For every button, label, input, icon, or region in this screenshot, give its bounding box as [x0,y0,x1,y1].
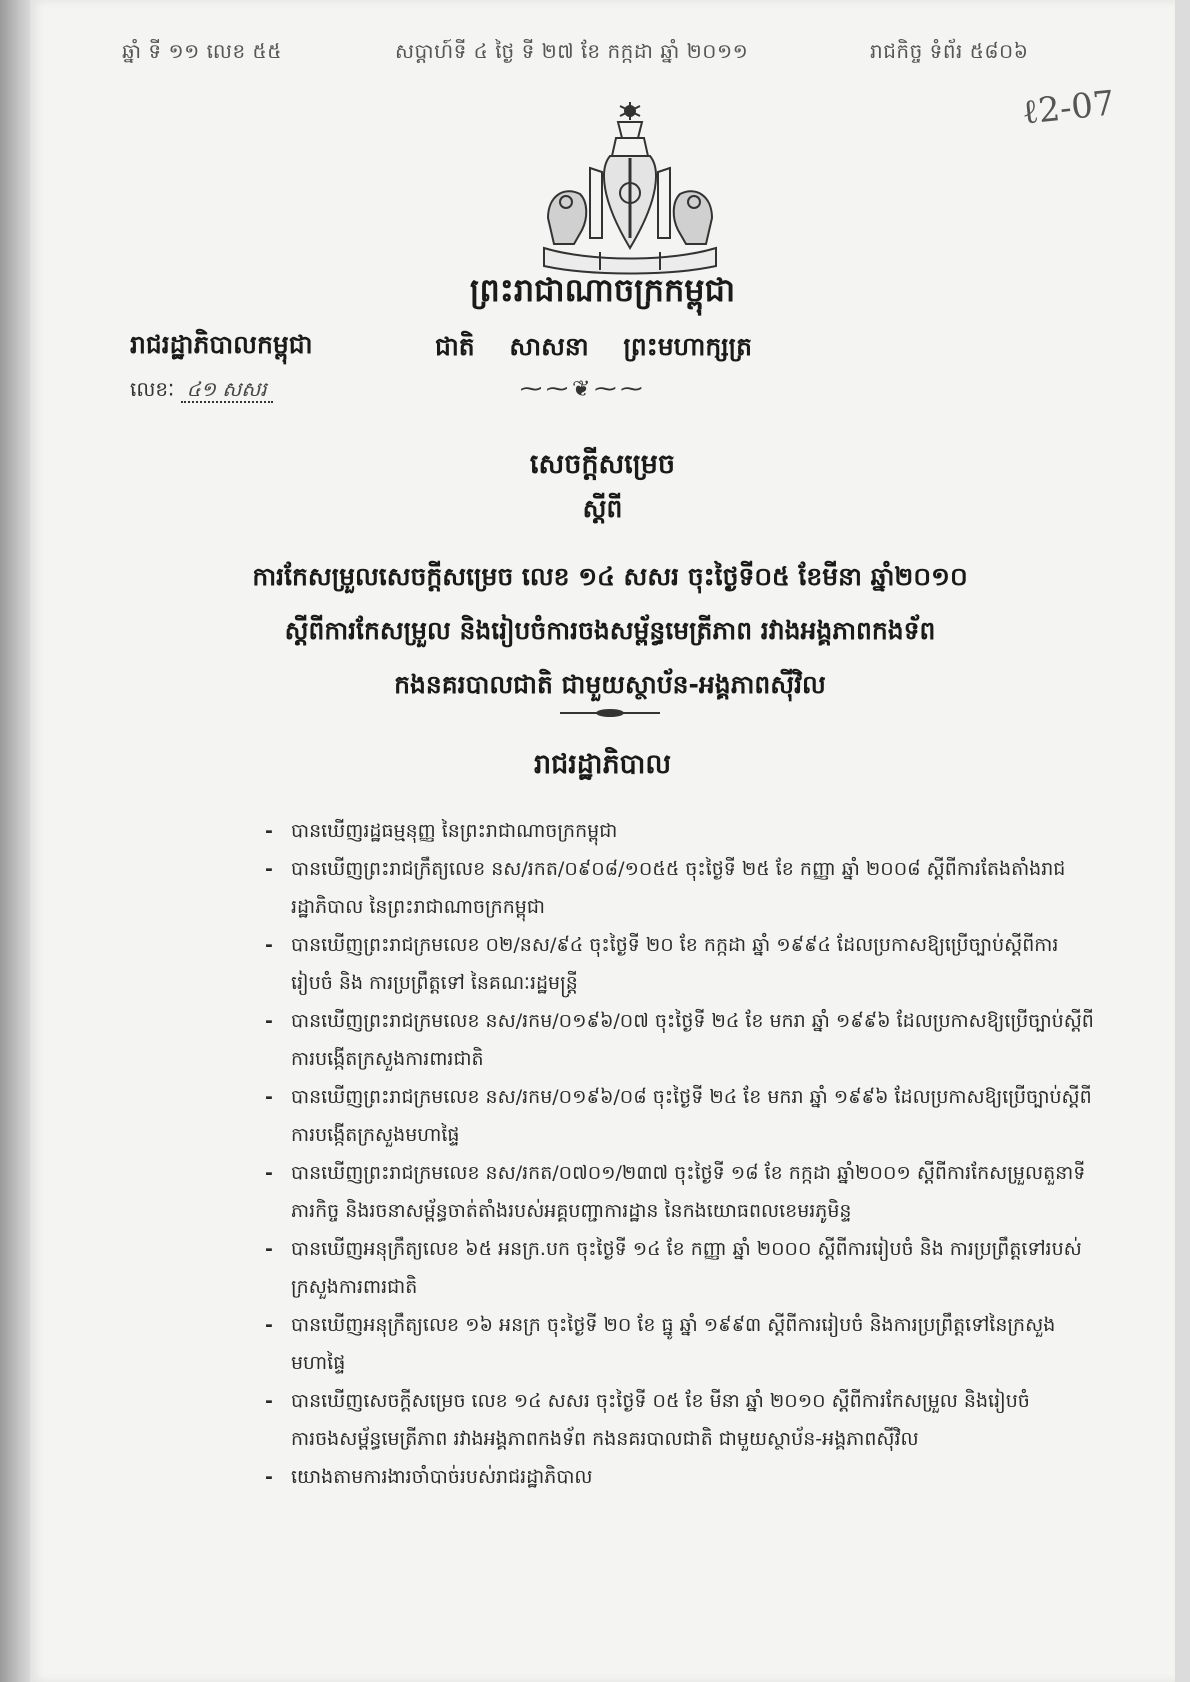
ornament-divider: ⁓⁓❦⁓⁓ [520,377,647,402]
national-motto: ជាតិ សាសនា ព្រះមហាក្សត្រ [435,332,752,361]
issuing-authority: រាជរដ្ឋាភិបាល [533,749,672,780]
subject-line: កងនគរបាលជាតិ ជាមួយស្ថាប័ន-អង្គភាពស៊ីវិល [394,670,826,699]
subject-line: ការកែសម្រួលសេចក្តីសម្រេច លេខ ១៤ សសរ ចុះថ្ងៃទី០៥ ខែមីនា ឆ្នាំ២០១០ [252,562,968,591]
document-page [30,0,1175,1682]
document-type-title: សេចក្តីសម្រេច [529,449,676,480]
handwritten-annotation: ℓ2-07 [1020,83,1117,133]
kingdom-title: ព្រះរាជាណាចក្រកម្ពុជា [469,271,736,309]
preamble-clause: - បានឃើញព្រះរាជក្រមលេខ នស/រកម/០១៩៦/០៧ ចុះថ្ងៃទី ២៤ ខែ មករា ឆ្នាំ ១៩៩៦ ដែលប្រកាសឱ្យប្រើច្បាប់ស្តីពីការបង្កើតក្រសួងការពារជាតិ [265,1002,1095,1078]
document-number [130,376,273,406]
gazette-week-date: សប្តាហ៍ទី ៤ ថ្ងៃ ទី ២៧ ខែ កក្កដា ឆ្នាំ ២០១១ [395,39,749,63]
preamble-clause: - បានឃើញព្រះរាជក្រមលេខ នស/រកម/០១៩៦/០៨ ចុះថ្ងៃទី ២៤ ខែ មករា ឆ្នាំ ១៩៩៦ ដែលប្រកាសឱ្យប្រើច្បាប់ស្តីពីការបង្កើតក្រសួងមហាផ្ទៃ [265,1078,1095,1154]
preamble-clause: - បានឃើញសេចក្តីសម្រេច លេខ ១៤ សសរ ចុះថ្ងៃទី ០៥ ខែ មីនា ឆ្នាំ ២០១០ ស្តីពីការកែសម្រួល និងរៀបចំការចងសម្ព័ន្ធមេត្រីភាព រវាងអង្គភាពកងទ័ព កងនគរបាលជាតិ ជាមួយស្ថាប័ន-អង្គភាពស៊ីវិល [265,1382,1095,1458]
preamble-clause: - បានឃើញព្រះរាជក្រមលេខ ០២/នស/៩៤ ចុះថ្ងៃទី ២០ ខែ កក្កដា ឆ្នាំ ១៩៩៤ ដែលប្រកាសឱ្យប្រើច្បាប់ស្តីពីការរៀបចំ និង ការប្រព្រឹត្តទៅ នៃគណៈរដ្ឋមន្ត្រី [265,926,1095,1002]
preamble-clause: - បានឃើញព្រះរាជក្រមលេខ នស/រកត/០៧០១/២៣៧ ចុះថ្ងៃទី ១៨ ខែ កក្កដា ឆ្នាំ២០០១ ស្តីពីការកែសម្រួលតួនាទីភារកិច្ច និងរចនាសម្ព័ន្ធចាត់តាំងរបស់អគ្គបញ្ជាការដ្ឋាន នៃកងយោធពលខេមរភូមិន្ទ [265,1154,1095,1230]
issuer-name: រាជរដ្ឋាភិបាលកម្ពុជា [130,330,313,359]
preamble-clause: - បានឃើញអនុក្រឹត្យលេខ ១៦ អនក្រ ចុះថ្ងៃទី ២០ ខែ ធ្នូ ឆ្នាំ ១៩៩៣ ស្តីពីការរៀបចំ និងការប្រព្រឹត្តទៅនៃក្រសួងមហាផ្ទៃ [265,1306,1095,1382]
preamble-clauses [265,812,1095,1496]
preamble-clause: - បានឃើញរដ្ឋធម្មនុញ្ញ នៃព្រះរាជាណាចក្រកម្ពុជា [265,812,1095,850]
preamble-clause: - យោងតាមការងារចាំបាច់របស់រាជរដ្ឋាភិបាល [265,1458,1095,1496]
preamble-clause: - បានឃើញអនុក្រឹត្យលេខ ៦៥ អនក្រ.បក ចុះថ្ងៃទី ១៤ ខែ កញ្ញា ឆ្នាំ ២០០០ ស្តីពីការរៀបចំ និង ការប្រព្រឹត្តទៅរបស់ក្រសួងការពារជាតិ [265,1230,1095,1306]
decision-subject [170,550,1050,712]
section-divider [560,712,660,714]
gazette-year-issue: ឆ្នាំ ទី ១១ លេខ ៥៥ [122,39,282,63]
preamble-clause: - បានឃើញព្រះរាជក្រឹត្យលេខ នស/រកត/០៩០៨/១០៥៥ ចុះថ្ងៃទី ២៥ ខែ កញ្ញា ឆ្នាំ ២០០៨ ស្តីពីការតែងតាំងរាជរដ្ឋាភិបាល នៃព្រះរាជាណាចក្រកម្ពុជា [265,850,1095,926]
document-number-value: ៤១ សសរ [181,377,273,403]
subject-line: ស្តីពីការកែសម្រួល និងរៀបចំការចងសម្ព័ន្ធមេត្រីភាព រវាងអង្គភាពកងទ័ព [284,616,936,645]
royal-arms-emblem [530,98,730,278]
about-word: ស្តីពី [582,494,623,523]
gazette-page-number: រាជកិច្ច ទំព័រ ៥៨០៦ [870,39,1029,63]
document-number-label: លេខៈ [130,377,175,401]
